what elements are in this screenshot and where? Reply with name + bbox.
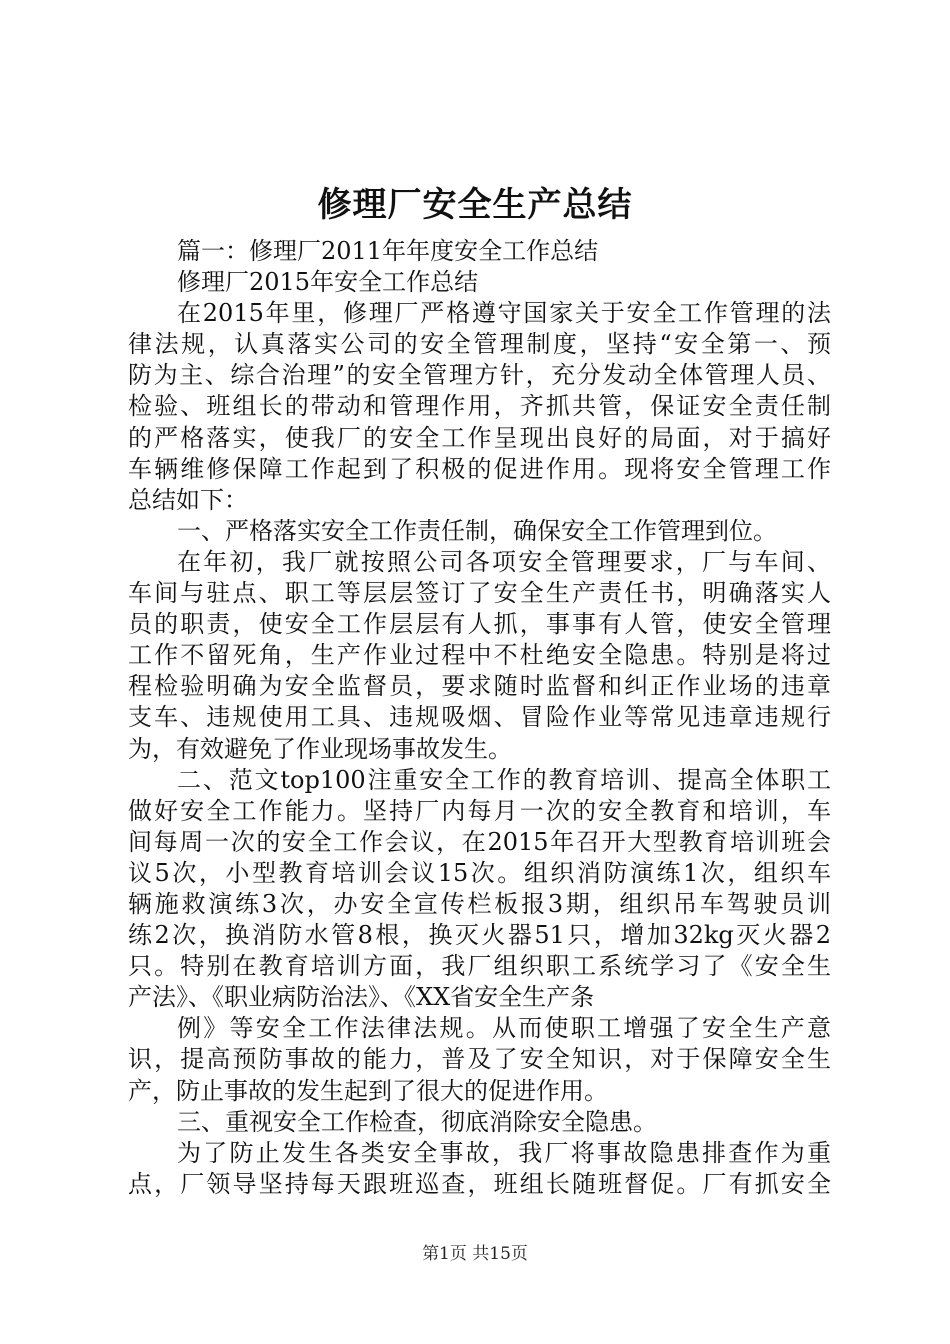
page-footer: 第1页 共15页 — [422, 1244, 528, 1264]
body-line: 为，有效避免了作业现场事故发生。 — [128, 734, 512, 763]
body-line: 例》等安全工作法律法规。从而使职工增强了安全生产意 — [177, 1014, 831, 1043]
body-line: 三、重视安全工作检查，彻底消除安全隐患。 — [177, 1107, 657, 1136]
body-line: 程检验明确为安全监督员，要求随时监督和纠正作业场的违章 — [128, 672, 831, 701]
body-line: 篇一：修理厂2011年年度安全工作总结 — [177, 237, 599, 265]
body-line: 员的职责，使安全工作层层有人抓，事事有人管，使安全管理 — [128, 610, 831, 639]
document-title: 修理厂安全生产总结 — [317, 185, 633, 225]
body-line: 只。特别在教育培训方面，我厂组织职工系统学习了《安全生 — [128, 952, 831, 981]
body-line: 点，厂领导坚持每天跟班巡查，班组长随班督促。厂有抓安全 — [128, 1169, 831, 1198]
body-line: 律法规，认真落实公司的安全管理制度，坚持“安全第一、预 — [128, 330, 831, 359]
body-line: 议5次，小型教育培训会议15次。组织消防演练1次，组织车 — [128, 858, 831, 887]
body-line: 在2015年里，修理厂严格遵守国家关于安全工作管理的法 — [177, 299, 831, 328]
body-line: 产，防止事故的发生起到了很大的促进作用。 — [128, 1076, 608, 1105]
body-line: 支车、违规使用工具、违规吸烟、冒险作业等常见违章违规行 — [128, 703, 831, 732]
body-line: 做好安全工作能力。坚持厂内每月一次的安全教育和培训，车 — [128, 796, 831, 825]
body-line: 工作不留死角，生产作业过程中不杜绝安全隐患。特别是将过 — [128, 641, 831, 670]
body-line: 练2次，换消防水管8根，换灭火器51只，增加32kg灭火器2 — [128, 921, 831, 950]
body-line: 为了防止发生各类安全事故，我厂将事故隐患排查作为重 — [177, 1138, 831, 1167]
body-line: 防为主、综合治理”的安全管理方针，充分发动全体管理人员、 — [128, 361, 831, 390]
body-line: 二、范文top100注重安全工作的教育培训、提高全体职工 — [177, 765, 831, 794]
body-line: 识，提高预防事故的能力，普及了安全知识，对于保障安全生 — [128, 1045, 831, 1074]
body-line: 修理厂2015年安全工作总结 — [177, 268, 479, 297]
body-line: 总结如下： — [128, 485, 248, 514]
document-body — [128, 236, 831, 1200]
body-line: 间每周一次的安全工作会议，在2015年召开大型教育培训班会 — [128, 827, 831, 856]
body-line: 产法》、《职业病防治法》、《XX省安全生产条 — [128, 983, 595, 1012]
body-line: 车辆维修保障工作起到了积极的促进作用。现将安全管理工作 — [128, 454, 831, 483]
body-line: 一、严格落实安全工作责任制，确保安全工作管理到位。 — [177, 516, 777, 545]
body-line: 的严格落实，使我厂的安全工作呈现出良好的局面，对于搞好 — [128, 423, 831, 452]
body-line: 车间与驻点、职工等层层签订了安全生产责任书，明确落实人 — [128, 579, 831, 608]
body-line: 在年初，我厂就按照公司各项安全管理要求，厂与车间、 — [177, 547, 831, 576]
body-line: 辆施救演练3次，办安全宣传栏板报3期，组织吊车驾驶员训 — [128, 889, 831, 918]
body-line: 检验、班组长的带动和管理作用，齐抓共管，保证安全责任制 — [128, 392, 831, 421]
